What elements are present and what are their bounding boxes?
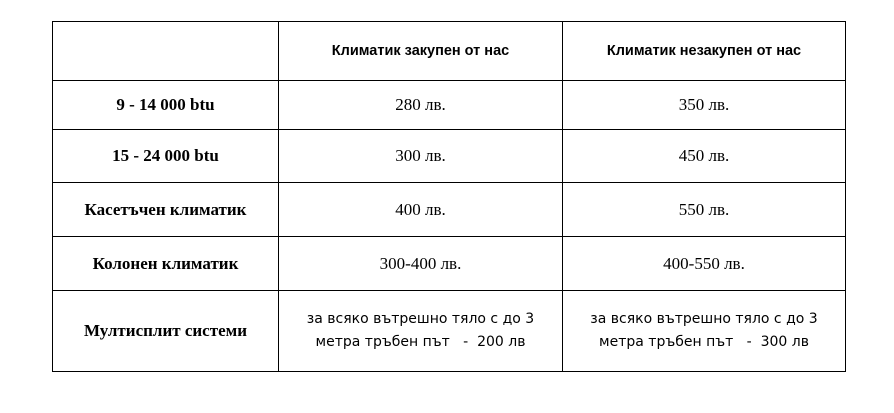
- note-line: за всяко вътрешно тяло с до 3: [306, 311, 535, 327]
- price-table: [52, 21, 846, 372]
- table-header-row: [53, 22, 846, 81]
- header-empty-cell: [53, 22, 279, 81]
- price-not-bought: 550 лв.: [563, 183, 846, 237]
- row-label: 15 - 24 000 btu: [53, 130, 279, 183]
- note-line: метра тръбен път - 300 лв: [599, 334, 809, 350]
- table-row: [53, 291, 846, 372]
- row-label: Мултисплит системи: [53, 291, 279, 372]
- note-line: метра тръбен път - 200 лв: [315, 334, 526, 350]
- price-bought: 400 лв.: [279, 183, 563, 237]
- row-label: 9 - 14 000 btu: [53, 81, 279, 130]
- note-line: за всяко вътрешно тяло с до 3: [590, 311, 818, 327]
- table-row: [53, 183, 846, 237]
- table-row: [53, 130, 846, 183]
- price-bought: 300 лв.: [279, 130, 563, 183]
- multisplit-note-not-bought: [563, 291, 846, 372]
- price-not-bought: 400-550 лв.: [563, 237, 846, 291]
- price-bought: 300-400 лв.: [279, 237, 563, 291]
- row-label: Касетъчен климатик: [53, 183, 279, 237]
- header-not-bought: Климатик незакупен от нас: [563, 22, 846, 81]
- row-label: Колонен климатик: [53, 237, 279, 291]
- table-row: [53, 81, 846, 130]
- price-bought: 280 лв.: [279, 81, 563, 130]
- table-row: [53, 237, 846, 291]
- header-bought: Климатик закупен от нас: [279, 22, 563, 81]
- price-not-bought: 450 лв.: [563, 130, 846, 183]
- price-not-bought: 350 лв.: [563, 81, 846, 130]
- multisplit-note-bought: [279, 291, 563, 372]
